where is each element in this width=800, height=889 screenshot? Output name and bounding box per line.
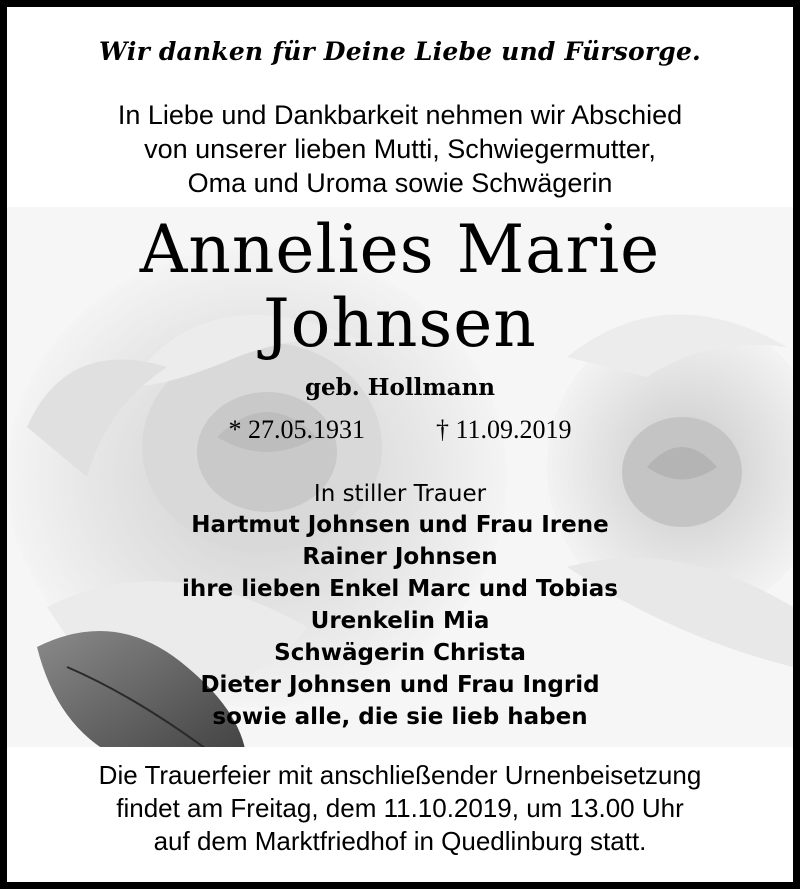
death-date: † 11.09.2019 (435, 415, 572, 444)
mourners-heading: In stiller Trauer (313, 481, 487, 507)
birth-date: * 27.05.1931 (228, 415, 365, 444)
ceremony-line-3: auf dem Marktfriedhof in Quedlinburg statt. (153, 826, 647, 856)
mourner-line: ihre lieben Enkel Marc und Tobias (182, 576, 618, 602)
intro-line-1: In Liebe und Dankbarkeit nehmen wir Abschied (117, 100, 683, 130)
mourner-line: Rainer Johnsen (302, 544, 498, 570)
mourner-line: sowie alle, die sie lieb haben (212, 704, 588, 730)
ceremony-line-2: findet am Freitag, dem 11.10.2019, um 13.00 Uhr (116, 793, 684, 823)
birth-name: geb. Hollmann (304, 374, 496, 401)
intro-line-3: Oma und Uroma sowie Schwägerin (187, 168, 613, 198)
motto: Wir danken für Deine Liebe und Fürsorge. (99, 37, 701, 66)
deceased-first-names: Annelies Marie (139, 211, 661, 288)
ceremony-line-1: Die Trauerfeier mit anschließender Urnenbeisetzung (98, 760, 702, 790)
mourner-line: Schwägerin Christa (274, 640, 526, 666)
mourner-line: Urenkelin Mia (310, 608, 490, 634)
intro-line-2: von unserer lieben Mutti, Schwiegermutter, (144, 134, 656, 164)
life-dates (7, 415, 793, 445)
mourner-line: Hartmut Johnsen und Frau Irene (191, 512, 609, 538)
deceased-surname: Johnsen (263, 285, 537, 362)
mourner-line: Dieter Johnsen und Frau Ingrid (200, 672, 600, 698)
